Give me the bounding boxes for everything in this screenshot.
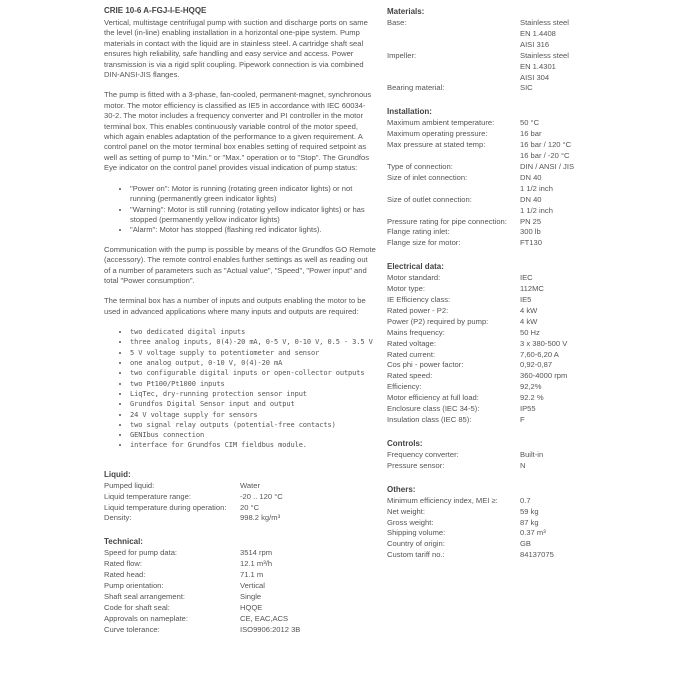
liquid-table [104, 481, 376, 525]
section-heading-electrical: Electrical data: [387, 262, 444, 272]
row-value: 0.7 [520, 495, 531, 505]
table-row [387, 539, 597, 550]
row-value: 998.2 kg/m³ [240, 513, 281, 523]
row-label: Curve tolerance: [104, 624, 160, 634]
list-item: • GENIbus connection [130, 430, 376, 440]
table-row [104, 503, 376, 514]
row-label: IE Efficiency class: [387, 295, 451, 305]
row-value: 0,92-0,87 [520, 360, 553, 370]
row-value: 360-4000 rpm [520, 371, 568, 381]
row-value: 20 °C [240, 502, 260, 512]
table-row [387, 550, 597, 561]
row-label [387, 184, 520, 195]
row-label: Rated voltage: [387, 338, 436, 348]
table-row [387, 162, 597, 173]
row-label: Flange rating inlet: [387, 227, 450, 237]
technical-table [104, 548, 376, 635]
row-label: Liquid temperature during operation: [104, 502, 227, 512]
table-row [387, 339, 597, 350]
table-row [387, 184, 597, 195]
row-value: N [520, 460, 526, 470]
section-heading-others: Others: [387, 484, 416, 494]
table-row [387, 295, 597, 306]
row-value: PN 25 [520, 216, 542, 226]
row-value: SIC [520, 83, 533, 93]
row-value: 3 x 380-500 V [520, 338, 568, 348]
list-item: • Grundfos Digital Sensor input and output [130, 399, 376, 409]
table-row [387, 273, 597, 284]
table-row [104, 603, 376, 614]
list-item: • "Alarm": Motor has stopped (flashing red indicator lights). [130, 225, 376, 235]
row-value: EN 1.4408 [520, 28, 556, 38]
table-row [387, 173, 597, 184]
row-label [387, 29, 520, 40]
specifications-column [387, 6, 597, 561]
paragraph-terminal: The terminal box has a number of inputs and outputs enabling the motor to be used in advanced applications where many inputs and outputs are required: [104, 296, 366, 316]
table-row [387, 140, 597, 151]
table-row [387, 450, 597, 461]
row-value: AISI 304 [520, 72, 550, 82]
row-label [387, 40, 520, 51]
row-label [387, 206, 520, 217]
row-value: Stainless steel [520, 18, 569, 27]
row-label: Country of origin: [387, 539, 445, 549]
table-row [387, 195, 597, 206]
row-value: IP55 [520, 404, 536, 414]
table-row [387, 217, 597, 228]
row-value: 50 °C [520, 118, 540, 128]
row-value: AISI 316 [520, 39, 550, 49]
table-row [387, 360, 597, 371]
table-row [387, 29, 597, 40]
list-item: • two dedicated digital inputs [130, 327, 376, 337]
table-row [387, 393, 597, 404]
table-row [104, 548, 376, 559]
row-label: Maximum ambient temperature: [387, 118, 495, 128]
list-item: • LiqTec, dry-running protection sensor input [130, 389, 376, 399]
row-value: 4 kW [520, 305, 538, 315]
table-row [387, 371, 597, 382]
row-value: 3514 rpm [240, 548, 273, 558]
installation-table [387, 118, 597, 249]
row-value: Water [240, 480, 260, 490]
row-value: Single [240, 591, 262, 601]
row-value: 16 bar [520, 129, 542, 139]
section-heading-controls: Controls: [387, 438, 423, 448]
row-value: 1 1/2 inch [520, 183, 553, 193]
row-value: 16 bar / -20 °C [520, 151, 570, 161]
row-label: Flange size for motor: [387, 238, 461, 248]
list-item: • interface for Grundfos CIM fieldbus module. [130, 440, 376, 450]
row-label: Motor standard: [387, 273, 441, 283]
paragraph-motor: The pump is fitted with a 3-phase, fan-cooled, permanent-magnet, synchronous motor. The motor efficiency is classified as IE5 in accordance with IEC 60034-30-2. The motor includes a frequency converter and PI controller in the motor terminal box. This enables continuously variable control of the motor speed, which again enables adaptation of the performance to a given requirement. A control panel on the motor terminal box enables setting of required setpoint as well as setting of pump to "Min." or "Max." operation or to "Stop". The Grundfos Eye indicator on the control panel provides visual indication of pump status: [104, 90, 372, 173]
row-label: Pumped liquid: [104, 480, 155, 490]
row-label: Power (P2) required by pump: [387, 316, 489, 326]
row-value: 1 1/2 inch [520, 205, 553, 215]
row-label: Pressure sensor: [387, 460, 445, 470]
table-row [387, 206, 597, 217]
table-row [387, 350, 597, 361]
row-label: Efficiency: [387, 382, 422, 392]
table-row [387, 118, 597, 129]
row-value: F [520, 415, 525, 424]
row-label: Code for shaft seal: [104, 602, 170, 612]
table-row [387, 284, 597, 295]
row-value: Stainless steel [520, 50, 569, 60]
product-title: CRIE 10-6 A-FGJ-I-E-HQQE [104, 6, 207, 15]
row-label [387, 151, 520, 162]
row-label: Type of connection: [387, 161, 453, 171]
row-label: Motor type: [387, 284, 425, 294]
table-row [387, 51, 597, 62]
row-value: CE, EAC,ACS [240, 613, 289, 623]
row-label: Size of outlet connection: [387, 194, 472, 204]
row-label: Motor efficiency at full load: [387, 393, 479, 403]
row-value: 112MC [520, 284, 544, 294]
row-label: Maximum operating pressure: [387, 129, 488, 139]
row-label: Gross weight: [387, 517, 434, 527]
table-row [387, 518, 597, 529]
paragraph-overview: Vertical, multistage centrifugal pump with suction and discharge ports on same the level (in-line) enabling installation in a horizontal one-pipe system. Pump materials in contact with the liquid are in stainless steel. A cartridge shaft seal ensures high reliability, safe handling and easy service and access. Power transmission is via a rigid split coupling. Pipework connection is via combined DIN-ANSI-JIS flanges. [104, 18, 368, 80]
row-value: 92,2% [520, 382, 542, 392]
table-row [387, 40, 597, 51]
row-label: Mains frequency: [387, 327, 445, 337]
materials-table [387, 18, 597, 94]
table-row [387, 83, 597, 94]
row-value: 92.2 % [520, 393, 544, 403]
row-label: Rated current: [387, 349, 436, 359]
row-label: Rated power - P2: [387, 305, 449, 315]
section-heading-installation: Installation: [387, 107, 432, 117]
row-value: DIN / ANSI / JIS [520, 161, 575, 171]
table-row [104, 513, 376, 524]
table-row [104, 570, 376, 581]
row-label: Shipping volume: [387, 528, 446, 538]
list-item: • 5 V voltage supply to potentiometer and sensor [130, 348, 376, 358]
table-row [104, 625, 376, 636]
row-value: 50 Hz [520, 327, 540, 337]
row-label: Approvals on nameplate: [104, 613, 189, 623]
row-value: 16 bar / 120 °C [520, 140, 572, 150]
row-label: Net weight: [387, 506, 425, 516]
row-value: -20 .. 120 °C [240, 491, 283, 501]
row-label: Insulation class (IEC 85): [387, 415, 472, 424]
electrical-table [387, 273, 597, 426]
row-value: ISO9906:2012 3B [240, 624, 301, 634]
status-list [104, 184, 376, 236]
description-column [104, 6, 376, 636]
table-row [387, 461, 597, 472]
row-value: 0.37 m³ [520, 528, 546, 538]
section-heading-materials: Materials: [387, 7, 425, 16]
row-label: Density: [104, 513, 132, 523]
table-row [387, 328, 597, 339]
table-row [387, 129, 597, 140]
row-label: Shaft seal arrangement: [104, 591, 186, 601]
row-value: IE5 [520, 295, 532, 305]
row-value: 59 kg [520, 506, 539, 516]
others-table [387, 496, 597, 561]
row-label: Bearing material: [387, 83, 445, 93]
table-row [104, 614, 376, 625]
row-value: DN 40 [520, 172, 542, 182]
row-label: Speed for pump data: [104, 548, 178, 558]
row-label: Frequency converter: [387, 449, 459, 459]
row-label [387, 62, 520, 73]
row-value: Vertical [240, 581, 265, 591]
row-label: Rated speed: [387, 371, 433, 381]
table-row [387, 317, 597, 328]
row-value: 71.1 m [240, 570, 264, 580]
list-item: • two configurable digital inputs or open-collector outputs [130, 368, 376, 378]
row-value: 300 lb [520, 227, 541, 237]
row-value: 87 kg [520, 517, 539, 527]
list-item: • "Power on": Motor is running (rotating green indicator lights) or not running (permanently green indicator lights) [130, 184, 376, 205]
row-value: IEC [520, 273, 533, 283]
list-item: • "Warning": Motor is still running (rotating yellow indicator lights) or has stopped (permanently yellow indicator lights) [130, 205, 376, 226]
row-label: Base: [387, 18, 407, 27]
row-value: HQQE [240, 602, 263, 612]
section-heading-technical: Technical: [104, 537, 143, 547]
row-label: Custom tariff no.: [387, 550, 445, 560]
row-value: 12.1 m³/h [240, 559, 273, 569]
table-row [387, 227, 597, 238]
list-item: • one analog output, 0-10 V, 0(4)-20 mA [130, 358, 376, 368]
table-row [104, 581, 376, 592]
row-value: GB [520, 539, 531, 549]
row-value: 4 kW [520, 316, 538, 326]
table-row [387, 151, 597, 162]
paragraph-communication: Communication with the pump is possible by means of the Grundfos GO Remote (accessory). The remote control enables further settings as well as reading out of a number of parameters such as "Actual value", "Speed", "Power input" and total "Power consumption". [104, 244, 376, 285]
table-row [387, 18, 597, 29]
row-value: 84137075 [520, 550, 554, 560]
table-row [387, 238, 597, 249]
table-row [387, 404, 597, 415]
row-value: 7,60-6,20 A [520, 349, 559, 359]
row-value: DN 40 [520, 194, 542, 204]
controls-table [387, 450, 597, 472]
row-value: EN 1.4301 [520, 61, 556, 71]
row-label: Max pressure at stated temp: [387, 140, 486, 150]
list-item: • two Pt100/Pt1000 inputs [130, 379, 376, 389]
list-item: • 24 V voltage supply for sensors [130, 410, 376, 420]
row-label [387, 73, 520, 84]
table-row [387, 528, 597, 539]
row-value: FT130 [520, 238, 542, 248]
table-row [387, 73, 597, 84]
row-label: Enclosure class (IEC 34-5): [387, 404, 480, 414]
table-row [387, 382, 597, 393]
table-row [387, 415, 597, 426]
list-item: • two signal relay outputs (potential-free contacts) [130, 420, 376, 430]
row-label: Cos phi - power factor: [387, 360, 464, 370]
list-item: • three analog inputs, 0(4)-20 mA, 0-5 V, 0-10 V, 0.5 - 3.5 V [130, 337, 376, 347]
table-row [387, 306, 597, 317]
row-value: Built-in [520, 449, 544, 459]
table-row [387, 62, 597, 73]
table-row [387, 507, 597, 518]
section-heading-liquid: Liquid: [104, 469, 131, 479]
table-row [104, 592, 376, 603]
row-label: Size of inlet connection: [387, 172, 468, 182]
row-label: Pump orientation: [104, 581, 164, 591]
row-label: Impeller: [387, 50, 417, 60]
io-list [104, 327, 376, 451]
table-row [387, 496, 597, 507]
row-label: Rated head: [104, 570, 146, 580]
table-row [104, 492, 376, 503]
table-row [104, 481, 376, 492]
row-label: Liquid temperature range: [104, 491, 191, 501]
row-label: Minimum efficiency index, MEI ≥: [387, 495, 498, 505]
row-label: Rated flow: [104, 559, 142, 569]
table-row [104, 559, 376, 570]
row-label: Pressure rating for pipe connection: [387, 216, 507, 226]
